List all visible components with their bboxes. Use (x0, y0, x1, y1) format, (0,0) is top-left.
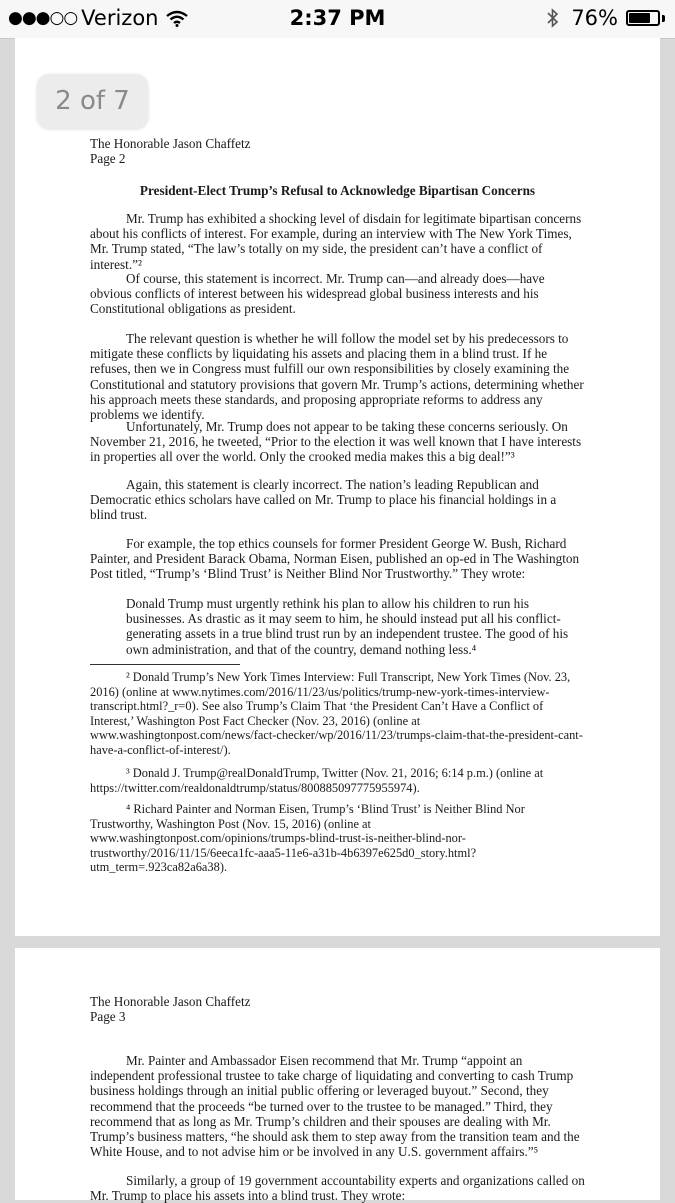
footnote-2: ² Donald Trump’s New York Times Interview: Full Transcript, New York Times (Nov. 23, 2016) (online at www.nytimes.com/2016/11/23/us/politics/trump-new-york-times-interview-transcript.html?_r=0). See also Trump’s Claim That ‘the President Can’t Have a Conflict of Interest,’ Washington Post Fact Checker (Nov. 23, 2016) (online at www.washingtonpost.com/news/fact-checker/wp/2016/11/23/trumps-claim-that-the-president-cant-have-a-conflict-of-interest/). (90, 670, 583, 757)
signal-strength-icon: ●●●○○ (8, 8, 78, 28)
paragraph: The relevant question is whether he will follow the model set by his predecessors to mitigate these conflicts by liquidating his assets and placing them in a blind trust. If he refuses, then we in Congress must fulfill our own responsibilities by closely examining the Constitutional and statutory provisions that govern Mr. Trump’s actions, determining whether his approach meets these standards, and proposing appropriate reforms to address any problems we identify. (90, 331, 584, 423)
battery-fill (629, 13, 650, 23)
paragraph: Unfortunately, Mr. Trump does not appear to be taking these concerns seriously. On November 21, 2016, he tweeted, “Prior to the election it was well known that I have interests in properties all over the world. Only the crooked media makes this a big deal!”³ (90, 419, 582, 465)
paragraph: Of course, this statement is incorrect. Mr. Trump can—and already does—have obvious conflicts of interest between his widespread global business interests and his Constitutional obligations as president. (90, 271, 545, 317)
paragraph: For example, the top ethics counsels for former President George W. Bush, Richard Painter, and President Barack Obama, Norman Eisen, published an op-ed in The Washington Post titled, “Trump’s ‘Blind Trust’ is Neither Blind Nor Trustworthy.” They wrote: (90, 536, 580, 582)
carrier-name: Verizon (81, 6, 159, 30)
paragraph: Mr. Painter and Ambassador Eisen recommend that Mr. Trump “appoint an independent professional trustee to take charge of liquidating and converting to cash Trump business holdings through an initial public offering or leveraged buyout.” Second, they recommend that the proceeds “be turned over to the trustee to be managed.” Third, they recommend that as long as Mr. Trump’s children and their spouses are dealing with Mr. Trump’s business matters, “he should ask them to step away from the transition team and the White House, and to not advise him or be involved in any U.S. government affairs.”⁵ (90, 1053, 580, 1160)
footnote-4: ⁴ Richard Painter and Norman Eisen, Trump’s ‘Blind Trust’ is Neither Blind Nor Trustworthy, Washington Post (Nov. 15, 2016) (online at www.washingtonpost.com/opinions/trumps-blind-trust-is-neither-blind-nor-trustworthy/2016/11/15/6eeca1fc-aaa5-11e6-a31b-4b6397e625d0_story.html?utm_term=.923ca82a6a38). (90, 802, 525, 875)
footnote-3: ³ Donald J. Trump@realDonaldTrump, Twitter (Nov. 21, 2016; 6:14 p.m.) (online at https://twitter.com/realdonaldtrump/status/800885097775955974). (90, 766, 544, 795)
paragraph: Similarly, a group of 19 government accountability experts and organizations called on Mr. Trump to place his assets into a blind trust. They wrote: (90, 1173, 585, 1203)
page-counter-badge: 2 of 7 (37, 74, 148, 128)
clock: 2:37 PM (289, 6, 386, 30)
page-2-letter-header: The Honorable Jason Chaffetz Page 2 (90, 136, 251, 167)
block-quote: Donald Trump must urgently rethink his plan to allow his children to run his businesses. As drastic as it may seem to him, he should instead put all his conflict-generating assets in a true blind trust run by an independent trustee. The good of his own administration, and that of the country, demand nothing less.⁴ (126, 596, 569, 657)
battery-percent: 76% (571, 6, 618, 30)
battery-nub (662, 15, 665, 22)
status-bar (0, 0, 675, 39)
status-right (547, 6, 665, 30)
section-heading: President-Elect Trump’s Refusal to Acknowledge Bipartisan Concerns (139, 183, 536, 198)
paragraph: Again, this statement is clearly incorrect. The nation’s leading Republican and Democratic ethics scholars have called on Mr. Trump to place his financial holdings in a blind trust. (90, 477, 557, 523)
bluetooth-icon (547, 8, 559, 28)
page-3-letter-header: The Honorable Jason Chaffetz Page 3 (90, 994, 251, 1025)
battery-icon (626, 10, 660, 26)
paragraph: Mr. Trump has exhibited a shocking level of disdain for legitimate bipartisan concerns about his conflicts of interest. For example, during an interview with The New York Times, Mr. Trump stated, “The law’s totally on my side, the president can’t have a conflict of interest.”² (90, 211, 582, 272)
footnote-divider (90, 664, 240, 665)
